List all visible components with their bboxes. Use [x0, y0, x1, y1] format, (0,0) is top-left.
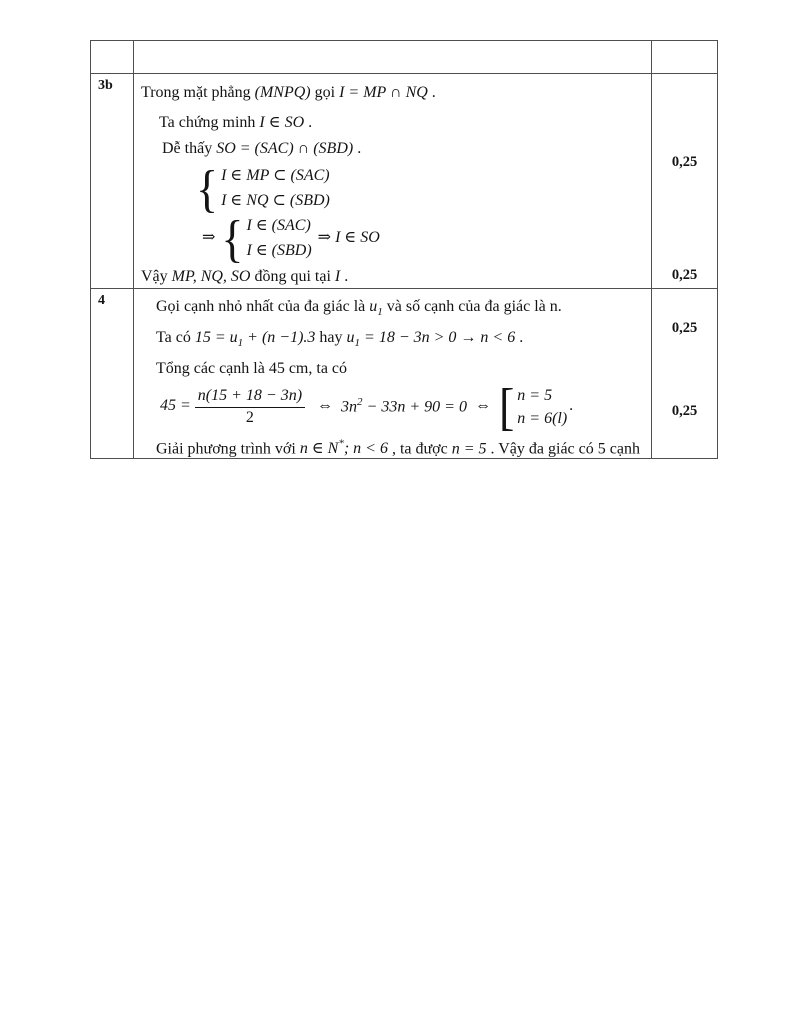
text-run: Ta chứng minh	[159, 113, 260, 131]
solution-line	[156, 437, 651, 458]
math-run: n = 6(l)	[517, 409, 568, 427]
solution-line	[159, 113, 651, 134]
math-run: I ∈ (SBD)	[246, 242, 312, 260]
equation-system-2	[202, 209, 651, 267]
text-run: .	[340, 268, 349, 286]
text-run: .	[353, 139, 362, 157]
case-rows	[517, 385, 567, 429]
text-run: . Vậy đa giác có 5 cạnh	[486, 440, 640, 458]
implies-arrow: ⇒	[202, 229, 216, 247]
math-run: (MNPQ)	[254, 84, 311, 101]
solution-line	[141, 83, 651, 104]
fraction-denominator: 2	[245, 408, 254, 426]
solution-line	[162, 139, 651, 160]
score-value: 0,25	[671, 154, 698, 170]
text-run: Dễ thấy	[162, 139, 217, 157]
subscript: 1	[377, 306, 383, 319]
score-value: 0,25	[671, 403, 698, 419]
header-cell-content	[134, 41, 652, 74]
math-run: $u_1$	[369, 298, 383, 319]
row-4-points-cell	[652, 289, 717, 458]
math-run: 45 =	[160, 397, 191, 415]
superscript: *	[338, 437, 344, 450]
fraction	[195, 386, 305, 428]
text-run: Vậy	[141, 268, 172, 286]
math-run: n = 5	[451, 440, 487, 458]
text-run: gọi	[310, 84, 340, 101]
math-run: I ∈ MP ⊂ (SAC)	[221, 167, 330, 185]
superscript: 2	[357, 396, 363, 409]
row-4-id-cell	[91, 289, 134, 458]
score-value: 0,25	[671, 320, 698, 336]
text-run: đồng qui tại	[250, 268, 335, 286]
math-run: n ∈ N*; n < 6	[299, 437, 388, 458]
solution-line: Tổng các cạnh là 45 cm, ta có	[156, 359, 348, 377]
row-4-content-cell	[134, 289, 652, 458]
question-id-4: 4	[98, 293, 105, 308]
math-run: I	[334, 268, 341, 286]
math-run: $3n^2 - 33n + 90 = 0$	[341, 396, 467, 416]
equation-line	[160, 377, 651, 435]
iff-arrow: ⇔	[474, 397, 491, 415]
left-brace: {	[196, 159, 219, 217]
header-cell-id	[91, 41, 134, 74]
iff-arrow: ⇔	[317, 397, 334, 415]
left-bracket: [	[498, 377, 515, 435]
subscript: 1	[237, 337, 244, 350]
solution-line	[156, 328, 651, 350]
text-run: Trong mặt phẳng	[141, 84, 255, 101]
score-value: 0,25	[671, 267, 698, 283]
math-run: I ∈ NQ ⊂ (SBD)	[221, 192, 330, 210]
text-run: Giải phương trình với	[156, 440, 300, 458]
row-3b-points-cell	[652, 74, 717, 289]
text-run: .	[427, 84, 436, 101]
math-run: SO = (SAC) ∩ (SBD)	[216, 139, 354, 157]
text-run: .	[569, 397, 574, 415]
text-run: hay	[315, 329, 347, 347]
question-id-3b: 3b	[98, 78, 113, 93]
text-run: .	[304, 113, 313, 131]
system-rows	[221, 165, 330, 212]
math-run: MP, NQ, SO	[171, 268, 251, 286]
system-rows	[247, 215, 312, 262]
answer-key-table	[90, 40, 718, 459]
cases-group	[498, 377, 568, 435]
text-run: Gọi cạnh nhỏ nhất của đa giác là	[156, 298, 370, 315]
math-run: I ∈ (SAC)	[246, 217, 311, 235]
text-run: và số cạnh của đa giác là n.	[382, 298, 562, 315]
row-3b-id-cell	[91, 74, 134, 289]
solution-line	[141, 267, 651, 288]
math-run: $15 = u_1 + (n -1).3$	[194, 329, 316, 350]
fraction-numerator: n(15 + 18 − 3n)	[195, 386, 305, 408]
equation-system-1	[196, 159, 651, 217]
math-run: $u_1 = 18 - 3n > 0 \to n < 6$	[346, 329, 516, 350]
solution-line	[156, 297, 651, 319]
header-cell-points	[652, 41, 717, 74]
math-run: ⇒ I ∈ SO	[317, 229, 380, 247]
left-brace: {	[221, 209, 244, 267]
text-run: Ta có	[156, 329, 195, 347]
math-run: I ∈ SO	[259, 113, 305, 131]
math-run: n = 5	[517, 386, 553, 404]
row-3b-content-cell	[134, 74, 652, 289]
math-run: I = MP ∩ NQ	[339, 84, 428, 101]
subscript: 1	[354, 337, 361, 350]
text-run: , ta được	[387, 440, 452, 458]
text-run: .	[515, 329, 524, 347]
